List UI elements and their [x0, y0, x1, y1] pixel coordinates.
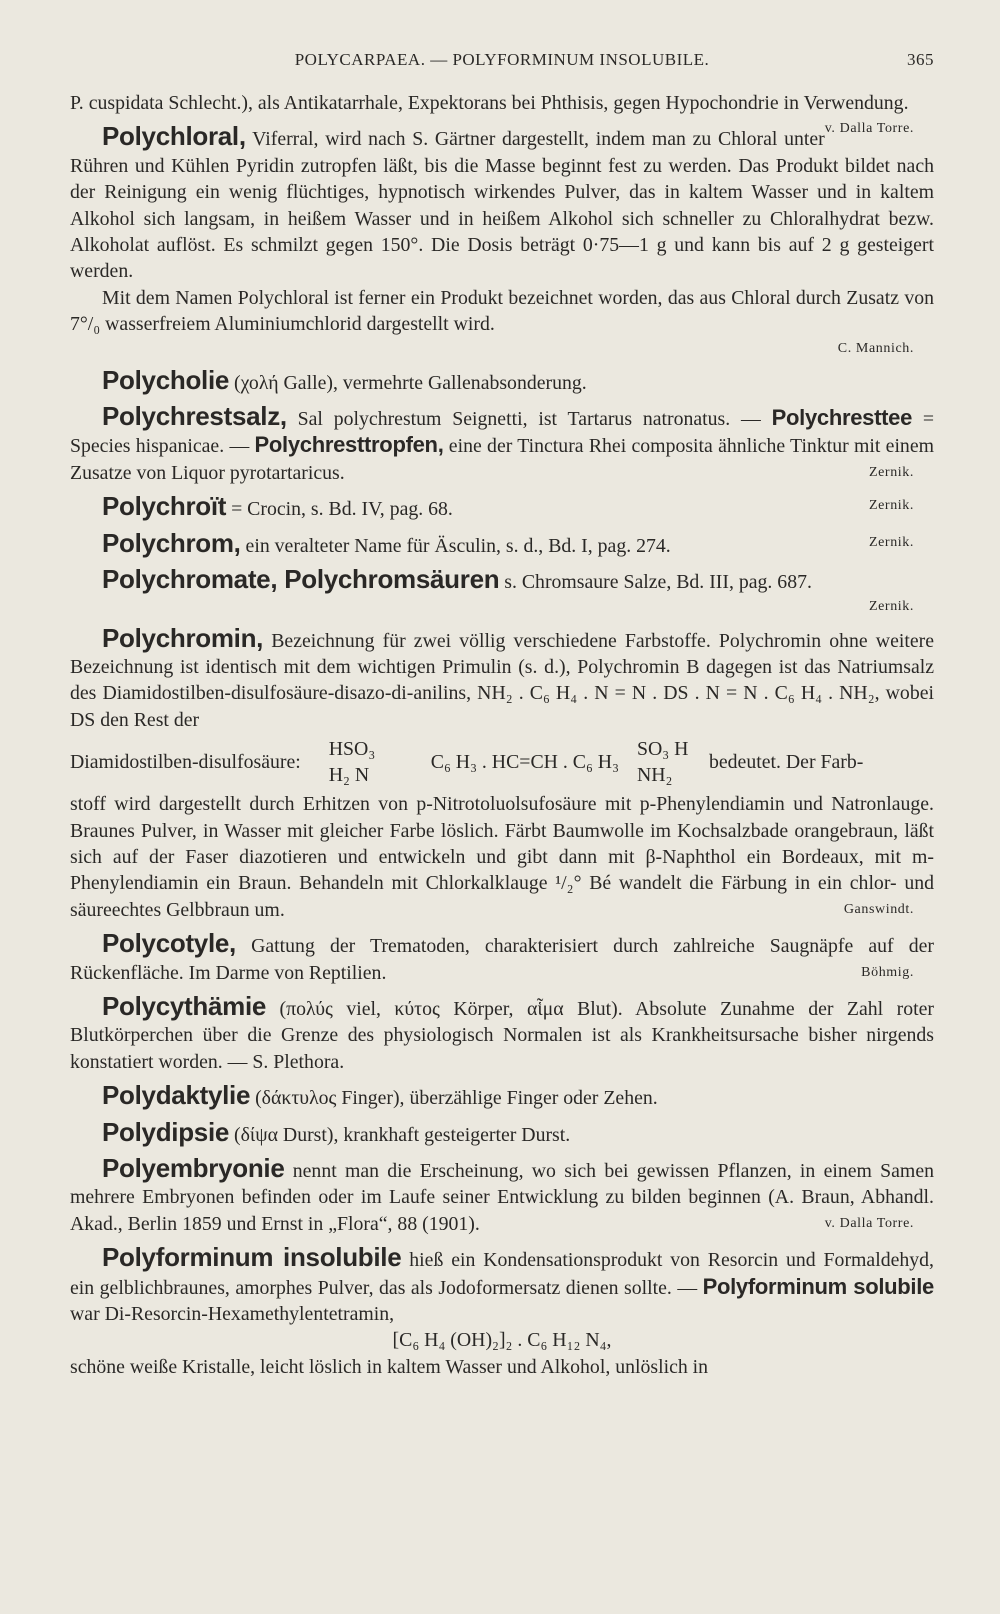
author-signature: Böhmig. — [861, 964, 914, 980]
lemma-heading: Polycythämie — [102, 990, 267, 1021]
entry-text: nennt man die Erscheinung, wo sich bei gewissen Pflanzen, in einem Samen mehrere Embryonen befinden oder im Laufe seiner Entwicklung zu bilden beginnen (A. Braun, Abhandl. Akad., Berlin 1859 und Ernst in „Flora“, 88 (1901). — [70, 1160, 934, 1235]
lemma-heading: Polycotyle, — [102, 928, 236, 959]
entry-text: hieß ein Kondensationsprodukt von Resorcin und Formaldehyd, ein gelblichbraunes, amorphes Pulver, das als Jodoformersatz dienen sollte. — — [70, 1249, 934, 1299]
formula-top-left: HSO₃ — [328, 738, 376, 761]
lemma-heading-inline: Polyforminum solubile — [702, 1273, 934, 1299]
formula-bottom-right: NH₂ — [636, 763, 673, 786]
lemma-heading: Polychromin, — [102, 622, 264, 653]
structural-formula — [70, 733, 934, 791]
entry-text: war Di-Resorcin-Hexamethylentetramin, — [70, 1303, 395, 1326]
entry-text: eine der Tinctura Rhei composita ähnliche Tinktur mit einem Zusatze von Liquor pyrotartaricus. — [70, 435, 934, 484]
entry-polychromin-continuation — [70, 791, 934, 923]
formula-label: Diamidostilben-disulfosäure: — [70, 750, 301, 773]
entry-text: schöne weiße Kristalle, leicht löslich in kaltem Wasser und Alkohol, unlöslich in — [70, 1355, 709, 1378]
formula-top-right: SO₃ H — [636, 738, 689, 761]
page-header — [70, 50, 934, 80]
formula-right-group — [629, 736, 699, 788]
author-signature: C. Mannich. — [837, 340, 914, 356]
chemical-formula: [C₆ H₄ (OH)₂]₂ . C₆ H₁₂ N₄, — [392, 1329, 612, 1352]
entry-polycythaemie — [70, 990, 934, 1075]
author-signature: Zernik. — [868, 598, 914, 614]
entry-polyembryonie — [70, 1155, 934, 1237]
entry-polychromate — [70, 566, 934, 595]
entry-text: = Crocin, s. Bd. IV, pag. 68. — [226, 498, 453, 521]
page-number: 365 — [907, 50, 934, 69]
entry-text: Mit dem Namen Polychloral ist ferner ein Produkt bezeichnet worden, das aus Chloral durch Zusatz von 7°/₀ wasserfreiem Aluminiumchlorid dargestellt wird. — [70, 286, 934, 336]
running-title: POLYCARPAEA. — POLYFORMINUM INSOLUBILE. — [294, 50, 710, 69]
entry-text: (δάκτυλος Finger), überzählige Finger oder Zehen. — [250, 1087, 658, 1110]
page-body — [70, 90, 934, 1380]
lemma-heading-inline: Polychresttropfen, — [254, 432, 444, 458]
author-signature: Zernik. — [868, 534, 914, 550]
entry-text: P. cuspidata Schlecht.), als Antikatarrhale, Expektorans bei Phthisis, gegen Hypochondrie in Verwendung. — [70, 92, 909, 114]
author-signature: Ganswindt. — [843, 901, 914, 917]
entry-polycotyle — [70, 930, 934, 986]
lemma-heading: Polycholie — [102, 364, 230, 395]
lemma-heading: Polychroït — [102, 491, 227, 522]
author-signature: Zernik. — [868, 464, 914, 480]
entry-text: Viferral, wird nach S. Gärtner dargestellt, indem man zu Chloral unter Rühren und Kühlen Pyridin zutropfen läßt, bis die Masse beginnt fest zu werden. Das Produkt bildet nach der Reinigung ein wenig flüchtiges, hypnotisch wirkendes Pulver, das in kaltem Wasser und in kaltem Alkohol sich langsam, in heißem Wasser und in heißem Alkohol sich schneller zu Chloralhydrat bezw. Alkoholat auflöst. Es schmilzt gegen 150°. Die Dosis beträgt 0·75—1 g und kann bis auf 2 g gesteigert werden. — [70, 128, 934, 283]
author-signature: v. Dalla Torre. — [824, 121, 914, 137]
entry-text: (πολύς viel, κύτος Körper, αἷμα Blut). Absolute Zunahme der Zahl roter Blutkörperchen über die Grenze des physiologisch Normalen ist als Krankheitsursache bisher nirgends konstatiert worden. — S. Plethora. — [70, 997, 934, 1073]
author-signature: v. Dalla Torre. — [824, 1215, 914, 1231]
lemma-heading: Polychrestsalz, — [102, 401, 287, 432]
entry-polydaktylie — [70, 1082, 934, 1111]
entry-text: = Species hispanicae. — — [70, 408, 934, 458]
formula-bottom-left: H₂ N — [328, 763, 370, 786]
lemma-heading: Polydaktylie — [102, 1080, 251, 1111]
entry-text: Bezeichnung für zwei völlig verschiedene Farbstoffe. Polychromin ohne weitere Bezeichnung ist identisch mit dem wichtigen Primulin (s. d.), Polychromin B dagegen ist das Natriumsalz des Diamidostilben-disulfosäure-disazo-di-anilins, NH₂ . C₆ H₄ . N = N . DS . N = N . C₆ H₄ . NH₂, wobei DS den Rest der — [70, 629, 934, 731]
lemma-heading: Polychromate, Polychromsäuren — [102, 564, 500, 595]
entry-polychroit — [70, 493, 934, 522]
lemma-heading: Polydipsie — [102, 1116, 230, 1147]
formula-left-group — [311, 736, 421, 788]
entry-polydipsie — [70, 1116, 934, 1148]
entry-polychromin — [70, 622, 934, 734]
lemma-heading: Polychloral, — [102, 121, 246, 152]
formula-after: bedeutet. Der Farb- — [708, 750, 864, 773]
entry-polychloral — [70, 123, 934, 284]
entry-text: stoff wird dargestellt durch Erhitzen von p-Nitrotoluolsufosäure mit p-Phenylendiamin und Natronlauge. Braunes Pulver, in Wasser mit gleicher Farbe löslich. Färbt Baumwolle im Kochsalzbade orangebraun, läßt sich auf der Faser diazotieren und entwickeln und gibt dann mit β-Naphthol ein Bordeaux, mit m-Phenylendiamin ein Braun. Behandeln mit Chlorkalklauge ¹/₂° Bé wandelt die Färbung in ein chlor- und säureechtes Gelbbraun um. — [70, 793, 934, 921]
formula-middle: C₆ H₃ . HC=CH . C₆ H₃ — [430, 750, 619, 773]
entry-polychrom — [70, 527, 934, 559]
entry-polyforminum — [70, 1244, 934, 1327]
entry-text: ein veralteter Name für Äsculin, s. d., Bd. I, pag. 274. — [240, 534, 671, 557]
entry-text: Gattung der Trematoden, charakterisiert durch zahlreiche Saugnäpfe auf der Rückenfläche. Im Darme von Reptilien. — [70, 935, 934, 984]
author-signature: Zernik. — [868, 498, 914, 514]
entry-text: s. Chromsaure Salze, Bd. III, pag. 687. — [499, 571, 812, 594]
entry-polychrestsalz — [70, 403, 934, 486]
lemma-heading-inline: Polychresttee — [771, 405, 913, 431]
entry-polychloral-continuation — [70, 285, 934, 338]
entry-polycholie — [70, 364, 934, 396]
entry-text: (χολή Galle), vermehrte Gallenabsonderung. — [229, 371, 587, 394]
entry-text: Sal polychrestum Seignetti, ist Tartarus natronatus. — — [286, 408, 772, 431]
entry-polyforminum-continuation — [70, 1354, 934, 1380]
lemma-heading: Polyembryonie — [102, 1153, 285, 1183]
lemma-heading: Polychrom, — [102, 527, 241, 558]
entry-text: (δίψα Durst), krankhaft gesteigerter Durst. — [229, 1123, 571, 1146]
lemma-heading: Polyforminum insolubile — [102, 1242, 402, 1273]
